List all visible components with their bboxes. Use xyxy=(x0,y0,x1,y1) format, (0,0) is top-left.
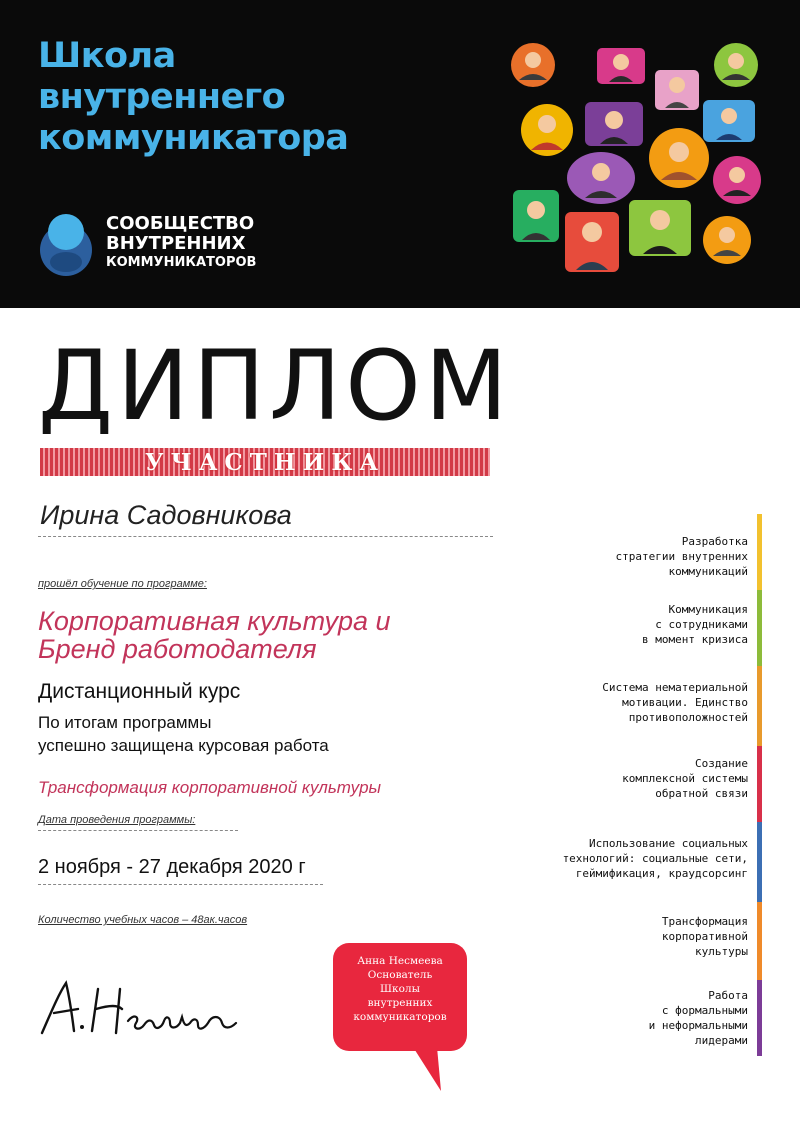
ribbon-label: УЧАСТНИКА xyxy=(145,449,385,476)
community-line-2: ВНУТРЕННИХ xyxy=(106,233,246,254)
topic-label: Система нематериальной мотивации. Единство противоположностей xyxy=(602,681,748,724)
hours-label: Количество учебных часов – 48ак.часов xyxy=(38,914,248,926)
topic-color-bar xyxy=(757,590,762,666)
result-text: По итогам программы успешно защищена курсовая работа xyxy=(38,713,329,755)
topic-color-bar xyxy=(757,902,762,980)
program-dates: 2 ноября - 27 декабря 2020 г xyxy=(38,856,306,878)
community-name xyxy=(106,214,256,272)
topics-list xyxy=(532,510,762,1060)
founder-signature xyxy=(36,975,246,1045)
founder-bubble-text xyxy=(333,954,467,1024)
topic-color-bar xyxy=(757,514,762,590)
topic-label: Использование социальных технологий: социальные сети, геймификация, краудсорсинг xyxy=(562,837,748,880)
topic-label: Работа с формальными и неформальными лидерами xyxy=(648,989,748,1047)
completed-label: прошёл обучение по программе: xyxy=(38,578,207,590)
work-title: Трансформация корпоративной культуры xyxy=(38,778,382,797)
participant-ribbon xyxy=(40,448,490,476)
topic-color-bar xyxy=(757,822,762,902)
topic-color-bar xyxy=(757,746,762,822)
name-underline xyxy=(38,536,493,537)
dates-label: Дата проведения программы: xyxy=(38,814,196,826)
dates-underline xyxy=(38,884,323,885)
recipient-name: Ирина Садовникова xyxy=(40,500,292,530)
topic-color-bar xyxy=(757,980,762,1056)
community-line-1: СООБЩЕСТВО xyxy=(106,213,255,234)
diploma-title: ДИПЛОМ xyxy=(38,330,512,442)
speech-bubble-avatars-illustration xyxy=(505,40,775,290)
community-logo-icon xyxy=(36,210,96,276)
topic-label: Коммуникация с сотрудниками в момент кризиса xyxy=(642,603,748,646)
header-banner xyxy=(0,0,800,308)
topic-label: Трансформация корпоративной культуры xyxy=(661,915,748,958)
topic-color-bar xyxy=(757,666,762,746)
program-title: Корпоративная культура и Бренд работодателя xyxy=(38,606,391,664)
topic-label: Создание комплексной системы обратной связи xyxy=(622,757,748,800)
course-type: Дистанционный курс xyxy=(38,680,241,703)
founder-bubble-lines: Анна Несмеева Основатель Школы внутренних коммуникаторов xyxy=(353,955,447,1023)
community-line-3: КОММУНИКАТОРОВ xyxy=(106,255,257,270)
topic-label: Разработка стратегии внутренних коммуникаций xyxy=(615,535,748,578)
school-title: Школа внутреннего коммуникатора xyxy=(38,36,349,158)
dates-label-underline xyxy=(38,830,238,831)
